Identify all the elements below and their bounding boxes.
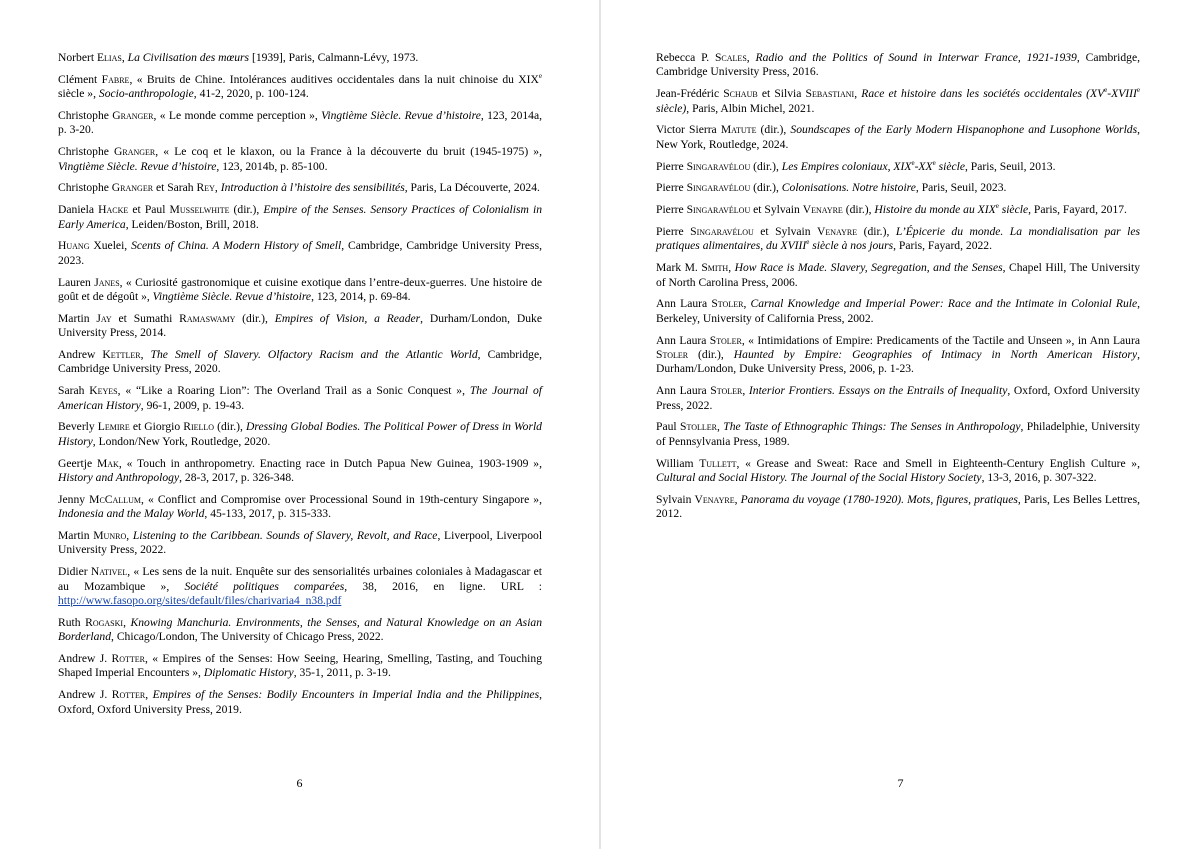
entry-text: , Cambridge, Cambridge University Press, 2020. (58, 348, 543, 376)
work-title: Indonesia and the Malay World (58, 507, 205, 521)
entry-text: Pierre (656, 159, 687, 173)
page-number: 7 (897, 776, 904, 790)
entry-text: , 41-2, 2020, p. 100-124. (193, 87, 309, 101)
work-title: Cultural and Social History. The Journal of the Social History Society (656, 471, 982, 485)
entry-text: Beverly (58, 420, 98, 434)
author-name: Kettler (102, 348, 141, 362)
entry-text: Andrew (58, 348, 103, 362)
author-name: Stoller (680, 420, 717, 434)
url-link[interactable]: http://www.fasopo.org/sites/default/files/charivaria4_n38.pdf (58, 594, 342, 608)
entry-text: , Leiden/Boston, Brill, 2018. (125, 217, 259, 231)
author-name: Scales (714, 51, 747, 64)
work-title: Panorama du voyage (1780-1920). Mots, figures, pratiques (740, 492, 1018, 506)
bibliography-entry (58, 239, 542, 268)
bibliography-entry (58, 420, 542, 449)
work-title: La Civilisation des mœurs (127, 51, 250, 64)
author-name: Sebastiani (805, 87, 855, 101)
bibliography-entry (656, 181, 1140, 195)
work-title: Empire of the Senses. Sensory Practices of Colonialism in Early America (58, 203, 542, 231)
author-name: Rotter (111, 688, 146, 702)
author-name: Fabre (101, 72, 130, 86)
entry-text: , Paris, Albin Michel, 2021. (686, 101, 815, 115)
author-name: Venayre (817, 225, 858, 238)
author-name: Rotter (111, 652, 145, 666)
work-title: L’Épicerie du monde. La mondialisation par les pratiques alimentaires, du XVIII (656, 225, 1140, 253)
bibliography-entry (656, 493, 1140, 522)
work-title: Empires of the Senses: Bodily Encounters in Imperial India and the Philippines (152, 688, 540, 702)
entry-text: , 38, 2016, en ligne. URL : (344, 579, 542, 593)
entry-text: , (214, 181, 221, 195)
entry-text: Lauren (58, 275, 95, 289)
entry-text: , (126, 529, 133, 543)
entry-text: [1939], Paris, Calmann-Lévy, 1973. (249, 51, 419, 64)
bibliography-entry (58, 73, 542, 102)
work-title: Société politiques comparées (184, 579, 345, 593)
author-name: Stoler (711, 297, 744, 311)
entry-text: , (716, 420, 724, 434)
work-title: Race et histoire dans les sociétés occidentales (XV (861, 87, 1105, 101)
entry-text: siècle », (58, 87, 99, 101)
entry-text: Ruth (58, 615, 86, 629)
bibliography-entry (656, 420, 1140, 449)
entry-text: , Paris, Seuil, 2023. (915, 181, 1007, 195)
superscript: e (538, 71, 542, 80)
entry-text: , (728, 261, 735, 275)
work-title: Empires of Vision, a Reader (274, 311, 421, 325)
entry-text: William (656, 456, 700, 470)
entry-text: , « Conflict and Compromise over Processional Sound in 19th-century Singapore », (140, 492, 542, 506)
bibliography-entry (58, 565, 542, 608)
entry-text: , (145, 688, 153, 702)
entry-text: , « Empires of the Senses: How Seeing, Hearing, Smelling, Tasting, and Touching Shaped Imperial Encounters », (58, 652, 542, 680)
work-title: Les Empires coloniaux, XIX (781, 159, 912, 173)
author-name: Singaravélou (686, 203, 751, 217)
bibliography-list-left (58, 51, 542, 724)
author-name: Riello (183, 420, 215, 434)
author-name: Schaub (723, 87, 758, 101)
work-title: siècle (935, 159, 965, 173)
bibliography-entry (58, 181, 542, 195)
entry-text: Xuelei, (89, 239, 132, 253)
entry-text: Norbert (58, 51, 97, 64)
entry-text: Mark M. (656, 261, 702, 275)
entry-text: (dir.), (750, 159, 782, 173)
entry-text: et Sylvain (750, 203, 803, 217)
bibliography-entry (656, 384, 1140, 413)
entry-text: , Paris, Fayard, 2022. (893, 239, 992, 253)
work-title: Carnal Knowledge and Imperial Power: Race and the Intimate in Colonial Rule (750, 297, 1138, 311)
work-title: Histoire du monde au XIX (874, 203, 996, 217)
work-title: The Journal of American History (58, 384, 543, 412)
author-name: Singaravélou (686, 159, 751, 173)
bibliography-entry (656, 203, 1140, 217)
author-name: Granger (111, 181, 154, 195)
author-name: Smith (701, 261, 729, 275)
bibliography-entry (58, 384, 542, 413)
author-name: Ramaswamy (179, 311, 236, 325)
page-number: 6 (296, 776, 303, 790)
work-title: Vingtième Siècle. Revue d’histoire (152, 290, 312, 304)
entry-text: et Sarah (153, 181, 197, 195)
author-name: McCallum (89, 492, 141, 506)
entry-text: (dir.), (235, 311, 275, 325)
work-title: Interior Frontiers. Essays on the Entrails of Inequality (748, 384, 1008, 398)
entry-text: , 123, 2014b, p. 85-100. (216, 159, 328, 173)
bibliography-entry (656, 297, 1140, 326)
entry-text: , (140, 348, 151, 362)
entry-text: , Paris, Les Belles Lettres, 2012. (656, 492, 1140, 521)
entry-text: , 123, 2014a, p. 3-20. (58, 109, 543, 137)
entry-text: , « Le coq et le klaxon, ou la France à la découverte du bruit (1945-1975) », (155, 145, 542, 159)
entry-text: Victor Sierra (656, 123, 721, 137)
entry-text: , « Grease and Sweat: Race and Smell in Eighteenth-Century English Culture », (736, 456, 1140, 470)
superscript: e (995, 202, 999, 211)
entry-text: (dir.), (756, 123, 791, 137)
entry-text: , 35-1, 2011, p. 3-19. (293, 666, 391, 680)
author-name: Rogaski (85, 615, 124, 629)
bibliography-list-right (656, 51, 1140, 529)
bibliography-entry (58, 109, 542, 138)
entry-text: Martin (58, 311, 97, 325)
entry-text: (dir.), (214, 420, 246, 434)
entry-text: Rebecca P. (656, 51, 715, 64)
entry-text: , Paris, La Découverte, 2024. (404, 181, 540, 195)
author-name: Singaravélou (690, 225, 754, 238)
entry-text: , Paris, Seuil, 2013. (965, 159, 1056, 173)
author-name: Matute (720, 123, 757, 137)
superscript: e (911, 158, 915, 167)
work-title: Haunted by Empire: Geographies of Intimacy in North American History (733, 348, 1138, 362)
entry-text: Pierre (656, 225, 691, 238)
work-title: Dressing Global Bodies. The Political Power of Dress in World History (58, 420, 542, 448)
entry-text: , « “Like a Roaring Lion”: The Overland Trail as a Sonic Conquest », (117, 384, 470, 398)
entry-text: , Paris, Fayard, 2017. (1028, 203, 1127, 217)
entry-text: , Chicago/London, The University of Chicago Press, 2022. (111, 630, 384, 644)
entry-text: , Cambridge, Cambridge University Press, 2023. (58, 239, 542, 267)
work-title: Vingtième Siècle. Revue d’histoire (58, 159, 217, 173)
work-title: Diplomatic History (203, 666, 294, 680)
bibliography-entry (58, 145, 542, 174)
entry-text: Martin (58, 529, 94, 543)
entry-text: et Paul (128, 203, 170, 217)
author-name: Stoler (710, 384, 743, 398)
entry-text: , Chapel Hill, The University of North Carolina Press, 2006. (656, 261, 1141, 289)
entry-text: , Cambridge, Cambridge University Press, 2016. (656, 51, 1141, 79)
entry-text: , (121, 51, 128, 64)
entry-text: , « Bruits de Chine. Intolérances auditives occidentales dans la nuit chinoise du XIX (129, 72, 539, 86)
bibliography-entry (58, 529, 542, 558)
entry-text: , (743, 297, 751, 311)
work-title: siècle (998, 203, 1029, 217)
work-title: Listening to the Caribbean. Sounds of Slavery, Revolt, and Race (132, 529, 438, 543)
work-title: -XX (914, 159, 933, 173)
entry-text: , « Intimidations of Empire: Predicaments of the Tactile and Unseen », in Ann Laura (741, 333, 1140, 347)
page-right (601, 0, 1200, 849)
author-name: Nativel (90, 565, 128, 579)
entry-text: , 13-3, 2016, p. 307-322. (981, 471, 1097, 485)
entry-text: Geertje (58, 456, 97, 470)
author-name: Venayre (694, 492, 735, 506)
work-title: Scents of China. A Modern History of Smell (131, 239, 342, 253)
entry-text: Sylvain (656, 492, 695, 506)
entry-text: (dir.), (229, 203, 264, 217)
author-name: Venayre (802, 203, 843, 217)
entry-text: Ann Laura (656, 384, 711, 398)
entry-text: Pierre (656, 203, 687, 217)
entry-text: Christophe (58, 145, 114, 159)
work-title: The Smell of Slavery. Olfactory Racism and the Atlantic World (150, 348, 478, 362)
entry-text: , Philadelphie, University of Pennsylvania Press, 1989. (656, 420, 1140, 448)
entry-text: Christophe (58, 181, 112, 195)
bibliography-entry (656, 160, 1140, 174)
work-title: How Race is Made. Slavery, Segregation, and the Senses (734, 261, 1003, 275)
entry-text: , « Les sens de la nuit. Enquête sur des sensorialités urbaines coloniales à Madagascar et au Mozambique », (58, 565, 542, 593)
entry-text: , (742, 384, 749, 398)
entry-text: , Oxford, Oxford University Press, 2019. (58, 688, 542, 716)
bibliography-entry (58, 203, 542, 232)
work-title: Vingtième Siècle. Revue d’histoire (321, 109, 481, 122)
entry-text: , Durham/London, Duke University Press, 2014. (58, 311, 542, 340)
bibliography-entry (58, 312, 542, 341)
entry-text: , (734, 492, 741, 506)
entry-text: Jenny (58, 492, 90, 506)
entry-text: , 28-3, 2017, p. 326-348. (179, 471, 295, 485)
author-name: Singaravélou (686, 181, 751, 195)
bibliography-entry (58, 51, 542, 65)
work-title: siècle) (656, 101, 687, 115)
author-name: Jay (96, 311, 112, 325)
bibliography-entry (656, 123, 1140, 152)
entry-text: (dir.), (688, 348, 734, 362)
author-name: Munro (93, 529, 127, 543)
author-name: Granger (112, 109, 154, 122)
author-name: Elias (96, 51, 122, 64)
entry-text: , New York, Routledge, 2024. (656, 123, 1141, 151)
entry-text: , Oxford, Oxford University Press, 2022. (656, 384, 1141, 412)
author-name: Keyes (89, 384, 118, 398)
bibliography-entry (656, 225, 1140, 254)
entry-text: Clément (58, 72, 102, 86)
author-name: Stoler (709, 333, 742, 347)
entry-text: , 123, 2014, p. 69-84. (311, 290, 411, 304)
work-title: -XVIII (1107, 87, 1137, 101)
work-title: Colonisations. Notre histoire (781, 181, 916, 195)
entry-text: (dir.), (750, 181, 782, 195)
bibliography-entry (58, 616, 542, 645)
bibliography-entry (656, 457, 1140, 486)
author-name: Mak (96, 456, 119, 470)
bibliography-entry (58, 688, 542, 717)
bibliography-entry (656, 334, 1140, 377)
entry-text: , « Le monde comme perception », (153, 109, 322, 122)
author-name: Stoler (656, 348, 689, 362)
entry-text: , 96-1, 2009, p. 19-43. (140, 398, 245, 412)
page-left (0, 0, 599, 849)
author-name: Granger (114, 145, 156, 159)
entry-text: et Sumathi (111, 311, 180, 325)
work-title: Soundscapes of the Early Modern Hispanophone and Lusophone Worlds (790, 123, 1138, 137)
entry-text: (dir.), (842, 203, 875, 217)
entry-text: , London/New York, Routledge, 2020. (92, 434, 271, 448)
entry-text: , Berkeley, University of California Press, 2002. (656, 297, 1141, 325)
bibliography-entry (656, 51, 1140, 80)
entry-text: Ann Laura (656, 297, 712, 311)
entry-text: Ann Laura (656, 333, 710, 347)
entry-text: Paul (656, 420, 681, 434)
author-name: Rey (196, 181, 215, 195)
entry-text: Christophe (58, 109, 113, 122)
author-name: Musselwhite (169, 203, 230, 217)
entry-text: Pierre (656, 181, 687, 195)
entry-text: Didier (58, 565, 91, 579)
author-name: Janes (94, 275, 120, 289)
bibliography-entry (58, 457, 542, 486)
entry-text: , (746, 51, 756, 64)
work-title: The Taste of Ethnographic Things: The Senses in Anthropology (723, 420, 1021, 434)
entry-text: et Silvia (757, 87, 806, 101)
work-title: Socio-anthropologie (98, 87, 194, 101)
entry-text: , Liverpool, Liverpool University Press, 2022. (58, 529, 543, 557)
work-title: Knowing Manchuria. Environments, the Senses, and Natural Knowledge on an Asian Borderland (58, 615, 543, 644)
bibliography-entry (656, 87, 1140, 116)
superscript: e (932, 158, 936, 167)
author-name: Lemire (97, 420, 130, 434)
work-title: Introduction à l’histoire des sensibilités (220, 181, 405, 195)
entry-text: , Durham/London, Duke University Press, 2006, p. 1-23. (656, 348, 1140, 376)
author-name: Hacke (98, 203, 129, 217)
work-title: History and Anthropology (58, 471, 180, 485)
author-name: Tullett (699, 456, 737, 470)
entry-text: Sarah (58, 384, 90, 398)
superscript: e (1104, 86, 1108, 95)
superscript: e (1136, 86, 1140, 95)
entry-text: (dir.), (857, 225, 896, 238)
entry-text: Daniela (58, 203, 99, 217)
entry-text: , (854, 87, 862, 101)
entry-text: et Sylvain (753, 225, 818, 238)
bibliography-entry (656, 261, 1140, 290)
entry-text: Andrew J. (58, 688, 112, 702)
bibliography-entry (58, 276, 542, 305)
bibliography-entry (58, 348, 542, 377)
entry-text: et Giorgio (129, 420, 184, 434)
entry-text: Jean-Frédéric (656, 87, 724, 101)
entry-text: , « Touch in anthropometry. Enacting race in Dutch Papua New Guinea, 1903-1909 », (118, 456, 542, 470)
work-title: siècle à nos jours (809, 239, 894, 253)
entry-text: Andrew J. (58, 652, 112, 666)
author-name: Huang (58, 239, 90, 253)
entry-text: , (123, 615, 131, 629)
superscript: e (806, 238, 810, 247)
bibliography-entry (58, 493, 542, 522)
entry-text: , « Curiosité gastronomique et cuisine exotique dans l’entre-deux-guerres. Une histoire de goût et de dégoût », (58, 275, 543, 304)
bibliography-entry (58, 652, 542, 681)
work-title: Radio and the Politics of Sound in Interwar France, 1921-1939 (755, 51, 1077, 64)
entry-text: , 45-133, 2017, p. 315-333. (204, 507, 331, 521)
